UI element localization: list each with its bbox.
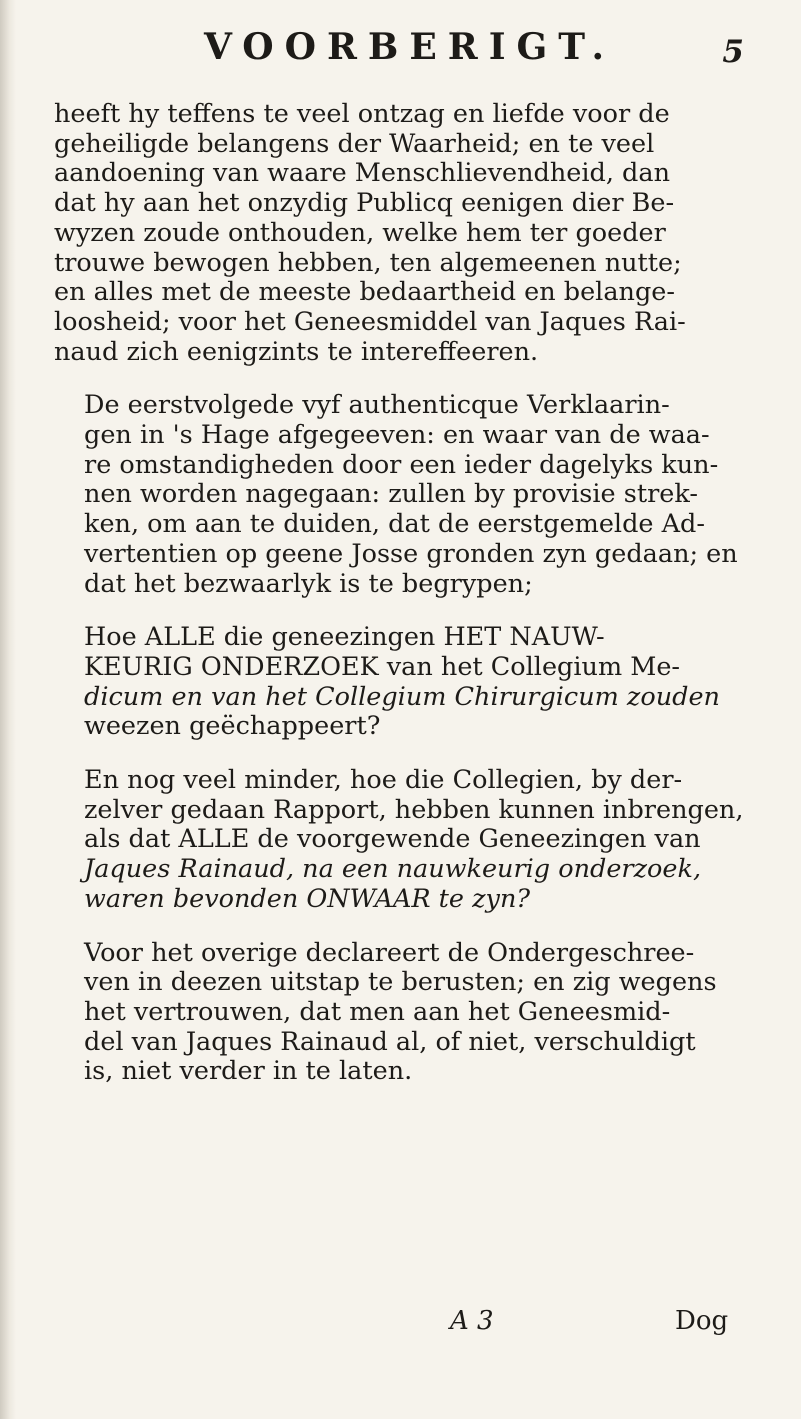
text-line: vertentien op geene Josse gronden zyn gedaan; en xyxy=(84,538,738,569)
page-header xyxy=(0,14,801,74)
text-line: ken, om aan te duiden, dat de eerstgemelde Ad- xyxy=(84,509,705,540)
text-line: dicum en van het Collegium Chirurgicum zouden xyxy=(84,681,720,712)
text-line: het vertrouwen, dat men aan het Geneesmid- xyxy=(84,996,671,1027)
text-line: ven in deezen uitstap te berusten; en zig wegens xyxy=(84,967,717,998)
text-line: nen worden nagegaan: zullen by provisie strek- xyxy=(84,479,698,510)
text-line: del van Jaques Rainaud al, of niet, verschuldigt xyxy=(84,1026,696,1057)
page-footer xyxy=(0,1306,801,1346)
text-line: Hoe ALLE die geneezingen HET NAUW- xyxy=(84,622,605,653)
body-text xyxy=(54,100,774,1087)
text-line: re omstandigheden door een ieder dagelyks kun- xyxy=(84,449,719,480)
text-line: wyzen zoude onthouden, welke hem ter goeder xyxy=(54,217,666,248)
paragraph-4 xyxy=(54,766,774,915)
text-line: En nog veel minder, hoe die Collegien, by der- xyxy=(84,765,683,796)
page-number: 5 xyxy=(722,34,744,70)
text-line: dat hy aan het onzydig Publicq eenigen dier Be- xyxy=(54,188,675,219)
paragraph-3 xyxy=(54,623,774,742)
page-gutter-shadow xyxy=(0,0,16,1419)
text-line: geheiligde belangens der Waarheid; en te veel xyxy=(54,128,655,159)
text-line: gen in 's Hage afgegeeven: en waar van de waa- xyxy=(84,420,710,451)
text-line: KEURIG ONDERZOEK van het Collegium Me- xyxy=(84,651,681,682)
text-line: Voor het overige declareert de Ondergeschree- xyxy=(84,937,695,968)
text-line: waren bevonden ONWAAR te zyn? xyxy=(84,883,531,914)
text-line: naud zich eenigzints te intereffeeren. xyxy=(54,336,539,367)
text-line: als dat ALLE de voorgewende Geneezingen van xyxy=(84,824,701,855)
text-line: aandoening van waare Menschlievendheid, dan xyxy=(54,158,670,189)
text-line: en alles met de meeste bedaartheid en belange- xyxy=(54,277,675,308)
text-line: loosheid; voor het Geneesmiddel van Jaques Rai- xyxy=(54,306,686,337)
text-line: zelver gedaan Rapport, hebben kunnen inbrengen, xyxy=(84,794,744,825)
paragraph-2 xyxy=(54,391,774,599)
text-line: weezen geëchappeert? xyxy=(84,711,381,742)
text-line: is, niet verder in te laten. xyxy=(84,1056,413,1087)
text-line: trouwe bewogen hebben, ten algemeenen nutte; xyxy=(54,247,682,278)
paragraph-1 xyxy=(54,100,774,367)
signature-mark: A 3 xyxy=(450,1306,494,1336)
text-line: De eerstvolgede vyf authenticque Verklaarin- xyxy=(84,390,670,421)
catchword: Dog xyxy=(675,1306,729,1336)
text-line: Jaques Rainaud, na een nauwkeurig onderzoek, xyxy=(84,854,702,885)
paragraph-5 xyxy=(54,939,774,1088)
text-line: dat het bezwaarlyk is te begrypen; xyxy=(84,568,533,599)
text-line: heeft hy teffens te veel ontzag en liefde voor de xyxy=(54,99,670,129)
running-head: VOORBERIGT. xyxy=(204,26,615,68)
